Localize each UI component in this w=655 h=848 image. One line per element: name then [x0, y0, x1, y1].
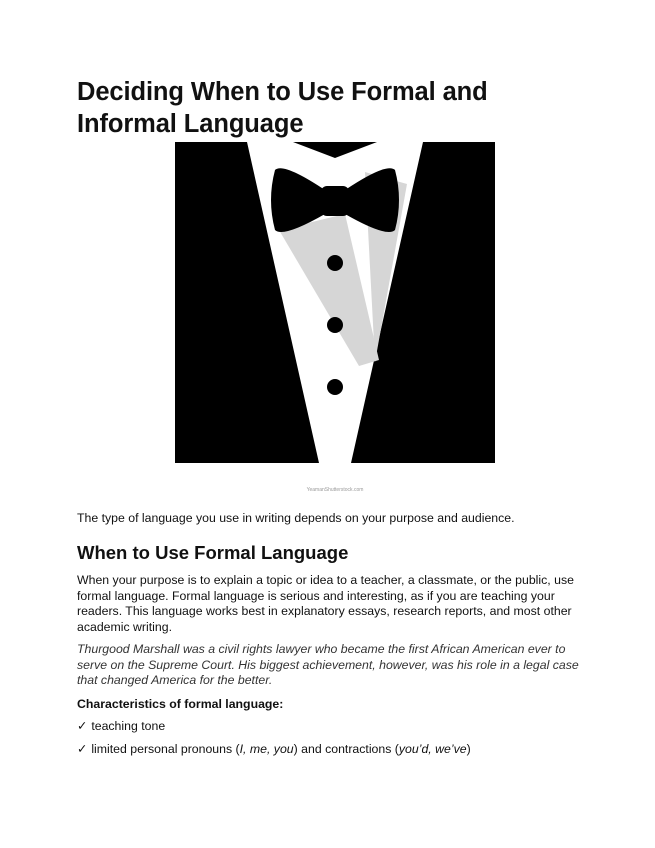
check-mark-icon: ✓ [77, 719, 88, 733]
list-item-text: teaching tone [91, 719, 166, 733]
check-mark-icon: ✓ [77, 742, 88, 756]
section-paragraph: When your purpose is to explain a topic or idea to a teacher, a classmate, or the public, use formal language. Formal language is serious and interesting, as if you are teaching your readers. This language works best in explanatory essays, research reports, and most other academic writing. [77, 573, 574, 634]
shirt-button-bottom [327, 379, 343, 395]
example-paragraph: Thurgood Marshall was a civil rights lawyer who became the first African American ever to serve on the Supreme Court. His biggest achievement, however, was his role in a legal case that changed America for the better. [77, 642, 579, 687]
characteristics-heading: Characteristics of formal language: [77, 697, 284, 711]
section-heading: When to Use Formal Language [77, 542, 349, 563]
intro-paragraph: The type of language you use in writing depends on your purpose and audience. [77, 511, 515, 525]
list-item-text: ) [466, 742, 471, 756]
shirt-button-middle [327, 317, 343, 333]
page-title: Deciding When to Use Formal and Informal Language [77, 78, 488, 138]
tuxedo-graphic [175, 142, 495, 463]
list-item [77, 742, 471, 757]
contraction-examples: you’d, we’ve [398, 742, 467, 756]
tuxedo-illustration [175, 142, 495, 463]
shirt-button-top [327, 255, 343, 271]
list-item-text: limited personal pronouns ( [91, 742, 240, 756]
image-credit: YeamanShutterstock.com [306, 487, 364, 493]
characteristics-list [77, 719, 471, 765]
bow-tie-knot [321, 186, 349, 216]
list-item [77, 719, 471, 734]
pronoun-examples: I, me, you [239, 742, 294, 756]
list-item-text: ) and contractions ( [293, 742, 399, 756]
